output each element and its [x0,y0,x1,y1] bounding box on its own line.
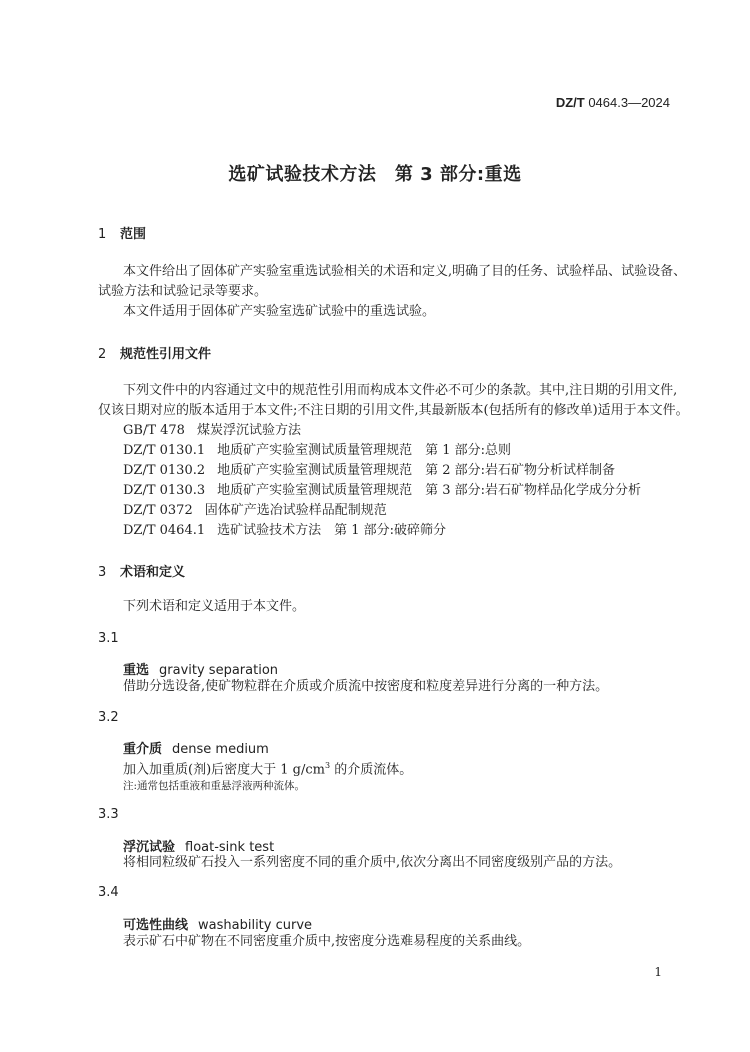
reference-title: 煤炭浮沉试验方法 [196,423,301,438]
reference-title: 地质矿产实验室测试质量管理规范 第 2 部分:岩石矿物分析试样制备 [217,463,616,478]
reference-item [123,461,615,481]
document-title: 选矿试验技术方法 第 3 部分:重选 [228,164,522,185]
definition-part: 的介质流体。 [330,762,413,778]
superscript-exponent: 3 [325,761,331,770]
term-en: dense medium [172,742,269,757]
section-3-heading [98,561,185,580]
reference-title: 地质矿产实验室测试质量管理规范 第 3 部分:岩石矿物样品化学成分分析 [217,483,642,498]
term-en: gravity separation [159,663,279,678]
term-number: 3.3 [98,807,119,822]
s1-para1-line1: 本文件给出了固体矿产实验室重选试验相关的术语和定义,明确了目的任务、试验样品、试验设备、 [123,264,687,279]
term-number: 3.1 [98,631,119,646]
term-definition: 借助分选设备,使矿物粒群在介质或介质流中按密度和粒度差异进行分离的一种方法。 [123,679,609,694]
section-title: 规范性引用文件 [120,347,212,362]
s2-para-line2: 仅该日期对应的版本适用于本文件;不注日期的引用文件,其最新版本(包括所有的修改单)适用于本文件。 [98,403,689,418]
term-heading [123,738,269,757]
term-en: float-sink test [185,840,275,855]
reference-item [123,521,446,541]
term-definition [123,756,412,780]
reference-code: GB/T 478 [123,423,185,438]
s2-para-line1: 下列文件中的内容通过文中的规范性引用而构成本文件必不可少的条款。其中,注日期的引用文件, [123,383,678,398]
term-note: 注:通常包括重液和重悬浮液两种流体。 [123,780,306,792]
section-title: 范围 [120,227,147,242]
reference-item [123,421,301,441]
reference-title: 地质矿产实验室测试质量管理规范 第 1 部分:总则 [217,443,512,458]
reference-title: 固体矿产选冶试验样品配制规范 [204,503,387,518]
reference-code: DZ/T 0464.1 [123,523,206,538]
term-zh: 可选性曲线 [123,918,189,933]
standard-code-number: 0464.3—2024 [584,95,670,110]
standard-code-header [556,95,670,110]
reference-code: DZ/T 0130.2 [123,463,206,478]
s1-para2: 本文件适用于固体矿产实验室选矿试验中的重选试验。 [123,304,436,319]
definition-part: 加入加重质(剂)后密度大于 1 g/cm [123,762,325,778]
s3-para: 下列术语和定义适用于本文件。 [123,599,306,614]
section-1-heading [98,223,146,242]
term-definition: 表示矿石中矿物在不同密度重介质中,按密度分选难易程度的关系曲线。 [123,934,531,949]
term-number: 3.4 [98,885,119,900]
section-number: 3 [98,565,107,580]
section-number: 2 [98,347,107,362]
page-number: 1 [654,965,662,979]
standard-code-prefix: DZ/T [555,95,585,110]
term-zh: 浮沉试验 [123,840,176,855]
reference-code: DZ/T 0130.1 [123,443,206,458]
section-2-heading [98,343,211,362]
term-en: washability curve [198,918,313,933]
reference-item [123,501,387,521]
section-title: 术语和定义 [120,565,186,580]
s1-para1-line2: 试验方法和试验记录等要求。 [98,284,268,299]
reference-item [123,441,511,461]
term-heading [123,659,278,678]
term-zh: 重介质 [123,742,163,757]
term-zh: 重选 [123,663,150,678]
term-definition: 将相同粒级矿石投入一系列密度不同的重介质中,依次分离出不同密度级别产品的方法。 [123,855,622,870]
term-number: 3.2 [98,710,119,725]
section-number: 1 [98,227,107,242]
term-heading [123,914,312,933]
reference-item [123,481,641,501]
reference-code: DZ/T 0130.3 [123,483,206,498]
reference-code: DZ/T 0372 [123,503,193,518]
reference-title: 选矿试验技术方法 第 1 部分:破碎筛分 [217,523,447,538]
